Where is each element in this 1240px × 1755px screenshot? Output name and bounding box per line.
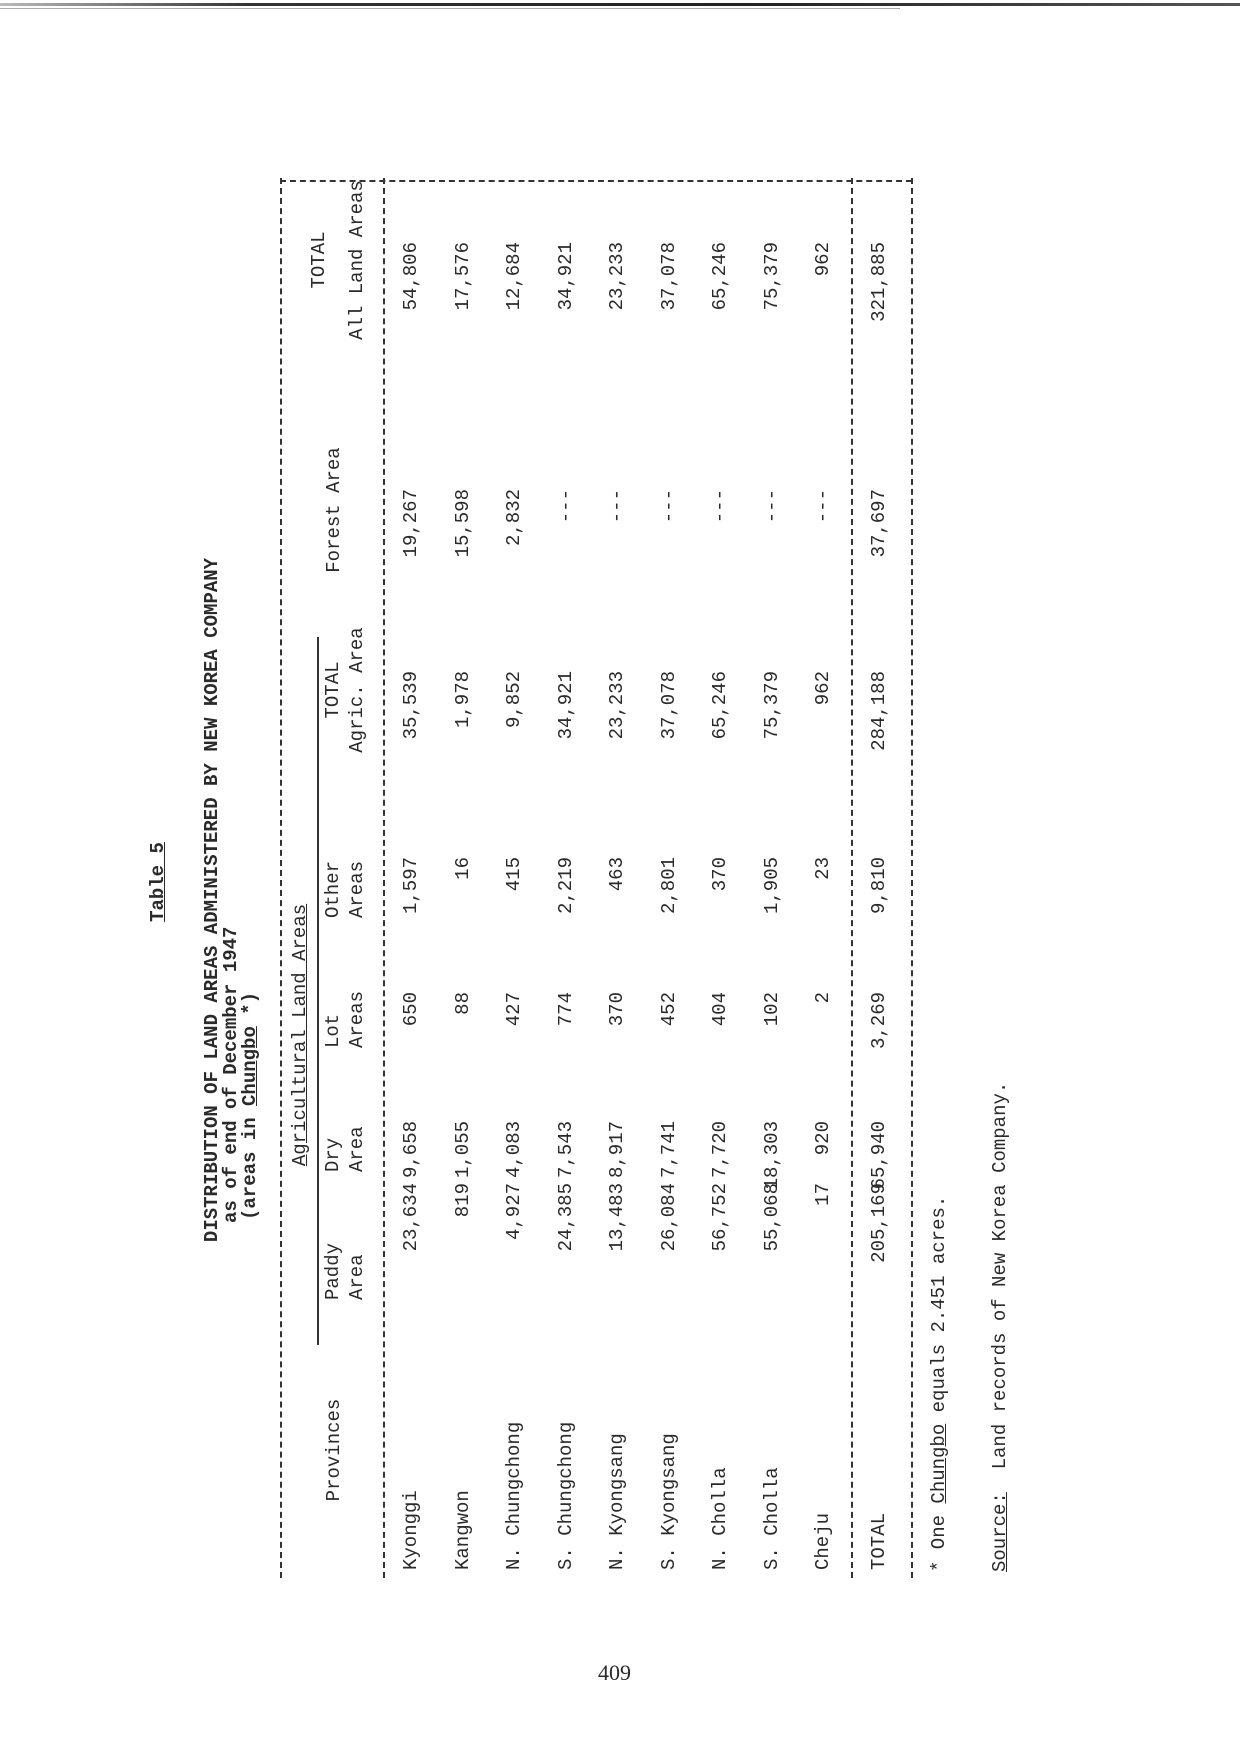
table-row-paddy: 55,068 (760, 1183, 783, 1252)
table-row-province: N. Kyongsang (606, 1433, 628, 1570)
table-row-dry: 7,543 (554, 1121, 577, 1179)
table-row-lot: 427 (503, 992, 525, 1027)
header-paddy-1: Paddy (322, 1242, 344, 1300)
table-row-all-total: 65,246 (709, 242, 731, 311)
page-number: 409 (598, 1660, 631, 1685)
total-row-lot: 3,269 (868, 992, 890, 1050)
table-row-agric-total: 75,379 (760, 671, 783, 740)
header-other-2: Areas (346, 860, 368, 918)
table-bottom-rule (911, 178, 913, 1578)
table-row-lot: 774 (554, 992, 577, 1027)
table-row-agric-total: 1,978 (451, 671, 474, 729)
table-row-agric-total: 35,539 (400, 671, 422, 740)
table-row-forest: --- (554, 489, 577, 524)
table-row-other: 1,597 (400, 857, 422, 915)
table-row-agric-total: 34,921 (554, 671, 577, 740)
table-right-rule (280, 180, 912, 182)
units-suffix: *) (239, 991, 261, 1027)
table-row-all-total: 12,684 (503, 242, 525, 311)
table-subtitle: as of end of December 1947 (220, 926, 242, 1223)
footnote-source (988, 1082, 1012, 1572)
total-row-dry: 65,940 (868, 1121, 890, 1190)
table-row-agric-total: 65,246 (709, 671, 731, 740)
table-label: Table 5 (147, 842, 169, 922)
header-provinces: Provinces (323, 1398, 345, 1502)
table-row-paddy: 17 (812, 1183, 834, 1206)
table-row-province: S. Cholla (760, 1467, 783, 1570)
units-prefix: (areas in (239, 1105, 261, 1220)
footnote-chungbo (927, 1196, 951, 1572)
table-row-all-total: 962 (812, 242, 834, 277)
header-lot-1: Lot (322, 1013, 344, 1048)
table-row-other: 370 (709, 857, 731, 892)
table-top-rule (280, 178, 282, 1578)
table-row-all-total: 34,921 (554, 242, 577, 311)
table-row-dry: 920 (812, 1121, 834, 1156)
header-all-total-2: All Land Areas (346, 180, 368, 340)
total-row-all-total: 321,885 (868, 242, 890, 322)
table-row-agric-total: 37,078 (657, 671, 680, 740)
table-row-forest: --- (606, 489, 628, 524)
scan-edge-line (0, 3, 1240, 6)
table-row-lot: 452 (657, 992, 680, 1027)
table-row-forest: 19,267 (400, 489, 422, 558)
header-dry-2: Area (346, 1126, 368, 1172)
group-header-underline (317, 637, 319, 1345)
header-lot-2: Areas (346, 990, 368, 1048)
table-row-all-total: 37,078 (657, 242, 680, 311)
table-row-other: 2,219 (554, 857, 577, 915)
total-row-paddy: 205,169 (868, 1183, 890, 1263)
table-row-paddy: 13,483 (606, 1183, 628, 1252)
table-row-forest: 15,598 (451, 489, 474, 558)
header-agric-total-1: TOTAL (322, 661, 344, 719)
header-other-1: Other (322, 860, 344, 918)
table-row-forest: --- (760, 489, 783, 524)
table-row-lot: 102 (760, 992, 783, 1027)
table-row-province: N. Chungchong (503, 1421, 525, 1570)
table-row-dry: 8,917 (606, 1121, 628, 1179)
table-row-province: S. Chungchong (554, 1421, 577, 1570)
table-units (238, 992, 262, 1220)
table-row-forest: 2,832 (503, 489, 525, 547)
table-row-province: S. Kyongsang (657, 1433, 680, 1570)
header-forest: Forest Area (323, 447, 345, 573)
source-label: Source: (989, 1492, 1011, 1572)
header-agricultural-group: Agricultural Land Areas (289, 903, 311, 1167)
total-row-forest: 37,697 (868, 489, 890, 558)
table-row-dry: 7,720 (709, 1121, 731, 1179)
table-row-province: Kangwon (451, 1490, 474, 1570)
total-row-other: 9,810 (868, 857, 890, 915)
table-title: DISTRIBUTION OF LAND AREAS ADMINISTERED BY NEW KOREA COMPANY (201, 557, 223, 1243)
header-bottom-rule (383, 178, 385, 1578)
table-row-other: 2,801 (657, 857, 680, 915)
table-row-paddy: 23,634 (400, 1183, 422, 1252)
table-row-other: 23 (812, 857, 834, 880)
table-row-dry: 18,303 (760, 1121, 783, 1190)
table-row-lot: 370 (606, 992, 628, 1027)
table-row-paddy: 26,084 (657, 1183, 680, 1252)
table-row-all-total: 54,806 (400, 242, 422, 311)
table-row-paddy: 4,927 (503, 1183, 525, 1241)
table-row-all-total: 23,233 (606, 242, 628, 311)
units-word: Chungbo (239, 1026, 261, 1106)
table-row-all-total: 17,576 (451, 242, 474, 311)
table-row-lot: 2 (812, 992, 834, 1004)
table-row-all-total: 75,379 (760, 242, 783, 311)
table-row-other: 463 (606, 857, 628, 892)
table-row-forest: --- (709, 489, 731, 524)
rotated-table-page (140, 100, 1060, 1600)
table-row-agric-total: 23,233 (606, 671, 628, 740)
table-row-agric-total: 9,852 (503, 671, 525, 729)
total-row-agric-total: 284,188 (868, 671, 890, 751)
table-row-province: Kyonggi (400, 1490, 422, 1570)
table-row-province: Cheju (812, 1512, 834, 1570)
table-row-province: N. Cholla (709, 1467, 731, 1570)
header-paddy-2: Area (346, 1254, 368, 1300)
table-row-other: 415 (503, 857, 525, 892)
table-row-paddy: 56,752 (709, 1183, 731, 1252)
table-row-other: 1,905 (760, 857, 783, 915)
header-dry-1: Dry (322, 1137, 344, 1172)
table-row-forest: --- (812, 489, 834, 524)
source-text: Land records of New Korea Company. (989, 1081, 1011, 1493)
table-row-lot: 650 (400, 992, 422, 1027)
table-row-other: 16 (451, 857, 474, 880)
footnote-prefix: * One (928, 1503, 950, 1572)
total-separator-rule (851, 178, 853, 1578)
table-row-lot: 404 (709, 992, 731, 1027)
scan-edge-line-faint (0, 8, 900, 9)
table-row-forest: --- (657, 489, 680, 524)
table-row-dry: 7,741 (657, 1121, 680, 1179)
table-row-paddy: 819 (451, 1183, 474, 1218)
table-row-dry: 9,658 (400, 1121, 422, 1179)
table-row-agric-total: 962 (812, 671, 834, 706)
footnote-word: Chungbo (928, 1423, 950, 1504)
header-agric-total-2: Agric. Area (346, 627, 368, 753)
table-row-paddy: 24,385 (554, 1183, 577, 1252)
table-row-lot: 88 (451, 992, 474, 1015)
footnote-suffix: equals 2.451 acres. (928, 1195, 950, 1424)
total-row-province: TOTAL (868, 1512, 890, 1570)
table-row-dry: 4,083 (503, 1121, 525, 1179)
table-row-dry: 1,055 (451, 1121, 474, 1179)
header-all-total-1: TOTAL (308, 231, 330, 289)
